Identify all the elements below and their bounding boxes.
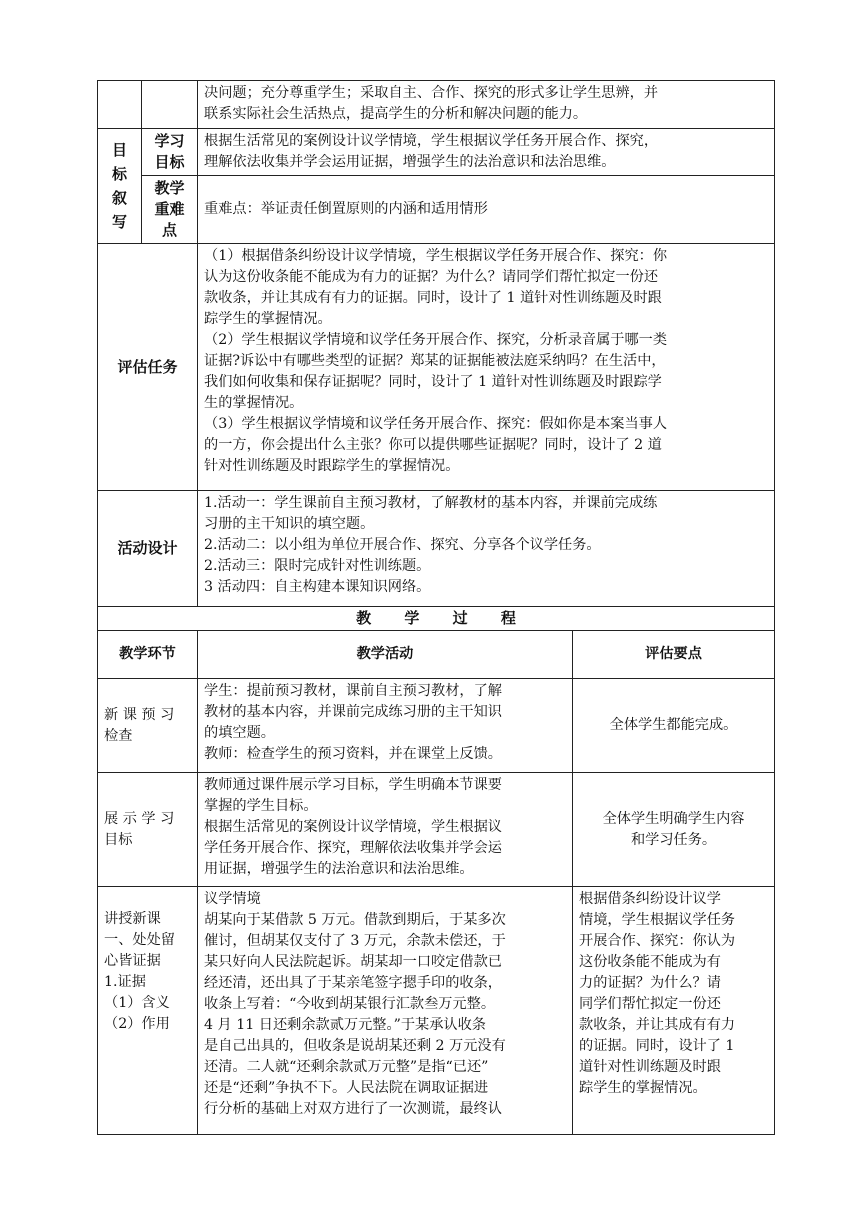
learning-goal-label: 学习 目标 [142, 129, 198, 176]
evaluation-cell: 全体学生明确学生内容 和学习任务。 [573, 773, 775, 887]
difficulty-row [98, 176, 775, 244]
activity-cell: 学生：提前预习教材，课前自主预习教材，了解 教材的基本内容，并课前完成练习册的主干知识 的填空题。 教师：检查学生的预习资料，并在课堂上反馈。 [198, 679, 573, 773]
evaluation-cell: 根据借条纠纷设计议学 情境，学生根据议学任务 开展合作、探究：你认为 这份收条能不能成为有 力的证据？为什么？请 同学们帮忙拟定一份还 款收条，并让其成有有力 的证据。同时，设计了 1 道针对性训练题及时跟 踪学生的掌握情况。 [573, 887, 775, 1135]
assessment-text: （1）根据借条纠纷设计议学情境，学生根据议学任务开展合作、探究：你 认为这份收条能不能成为有力的证据？为什么？请同学们帮忙拟定一份还 款收条，并让其成有有力的证据。同时，设计了 1 道针对性训练题及时跟 踪学生的掌握情况。 （2）学生根据议学情境和议学任务开展合作、探究，分析录音属于哪一类 证据?诉讼中有哪些类型的证据？郑某的证据能被法庭采纳吗？在生活中， 我们如何收集和保存证据呢？同时，设计了 1 道针对性训练题及时跟踪学 生的掌握情况。 （3）学生根据议学情境和议学任务开展合作、探究：假如你是本案当事人 的一方，你会提出什么主张？你可以提供哪些证据呢？同时，设计了 2 道 针对性训练题及时跟踪学生的掌握情况。 [198, 244, 775, 491]
process-title: 教 学 过 程 [98, 607, 775, 631]
process-row-new-lesson [98, 887, 775, 1135]
assessment-row [98, 244, 775, 491]
activity-text: 1.活动一：学生课前自主预习教材，了解教材的基本内容，并课前完成练 习册的主干知识的填空题。 2.活动二：以小组为单位开展合作、探究、分享各个议学任务。 2.活动三：限时完成针对性训练题。 3 活动四：自主构建本课知识网络。 [198, 491, 775, 607]
activity-row [98, 491, 775, 607]
header-evaluation: 评估要点 [573, 631, 775, 679]
activity-cell: 教师通过课件展示学习目标，学生明确本节课要 掌握的学生目标。 根据生活常见的案例设计议学情境，学生根据议 学任务开展合作、探究，理解依法收集并学会运 用证据，增强学生的法治意识和法治思维。 [198, 773, 573, 887]
blank-label-cell [142, 81, 198, 129]
difficulty-text: 重难点：举证责任倒置原则的内涵和适用情形 [198, 176, 775, 244]
evaluation-cell: 全体学生都能完成。 [573, 679, 775, 773]
overview-continuation-row [98, 81, 775, 129]
process-row-preview [98, 679, 775, 773]
process-row-goals [98, 773, 775, 887]
difficulty-label: 教学 重难 点 [142, 176, 198, 244]
activity-cell: 议学情境 胡某向于某借款 5 万元。借款到期后，于某多次 催讨，但胡某仅支付了 3 万元，余款未偿还，于 某只好向人民法院起诉。胡某却一口咬定借款已 经还清，还出具了于某亲笔签字摁手印的收条， 收条上写着：“今收到胡某银行汇款叁万元整。 4 月 11 日还剩余款贰万元整。”于某承认收条 是自己出具的，但收条是说胡某还剩 2 万元没有 还清。二人就“还剩余款贰万元整”是指“已还” 还是“还剩”争执不下。人民法院在调取证据进 行分析的基础上对双方进行了一次测谎，最终认 [198, 887, 573, 1135]
assessment-label: 评估任务 [98, 244, 198, 491]
stage-cell: 新 课 预 习 检查 [98, 679, 198, 773]
activity-label: 活动设计 [98, 491, 198, 607]
header-stage: 教学环节 [98, 631, 198, 679]
stage-cell: 讲授新课 一、处处留 心皆证据 1.证据 （1）含义 （2）作用 [98, 887, 198, 1135]
header-activity: 教学活动 [198, 631, 573, 679]
goal-section-label: 目 标 叙 写 [98, 129, 142, 244]
learning-goal-text: 根据生活常见的案例设计议学情境，学生根据议学任务开展合作、探究， 理解依法收集并学会运用证据，增强学生的法治意识和法治思维。 [198, 129, 775, 176]
blank-section-cell [98, 81, 142, 129]
stage-cell: 展 示 学 习 目标 [98, 773, 198, 887]
process-header-row [98, 631, 775, 679]
overview-text: 决问题；充分尊重学生；采取自主、合作、探究的形式多让学生思辨，并 联系实际社会生活热点，提高学生的分析和解决问题的能力。 [198, 81, 775, 129]
learning-goal-row [98, 129, 775, 176]
process-title-row [98, 607, 775, 631]
lesson-plan-table [97, 80, 775, 1135]
